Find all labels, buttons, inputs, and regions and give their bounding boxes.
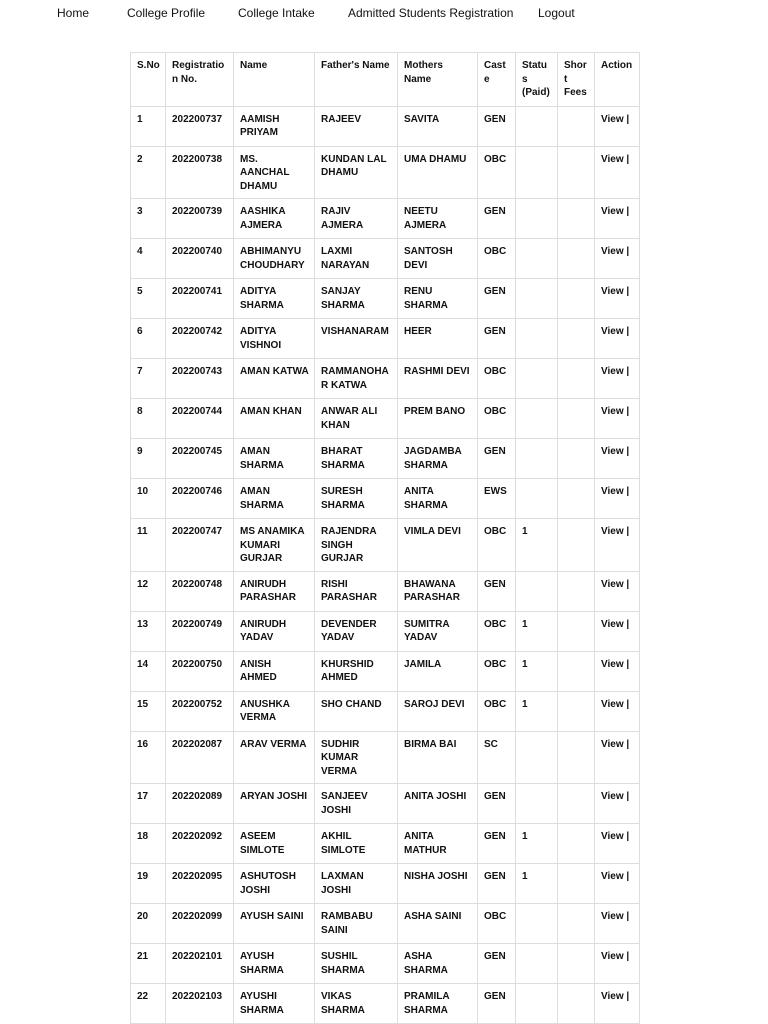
cell-status-paid <box>516 199 558 239</box>
cell-registration-no: 202200739 <box>166 199 234 239</box>
cell-action <box>595 571 640 611</box>
cell-action <box>595 984 640 1024</box>
cell-short-fees <box>558 691 595 731</box>
cell-registration-no: 202200747 <box>166 519 234 572</box>
cell-short-fees <box>558 439 595 479</box>
cell-action <box>595 479 640 519</box>
cell-fathers-name: RAMBABU SAINI <box>315 904 398 944</box>
cell-status-paid <box>516 146 558 199</box>
cell-fathers-name: RAMMANOHAR KATWA <box>315 359 398 399</box>
table-row <box>131 651 640 691</box>
cell-caste: GEN <box>478 279 516 319</box>
cell-caste: OBC <box>478 399 516 439</box>
cell-action <box>595 106 640 146</box>
students-table-container <box>130 52 639 1024</box>
cell-status-paid: 1 <box>516 864 558 904</box>
cell-fathers-name: RAJENDRA SINGH GURJAR <box>315 519 398 572</box>
cell-status-paid: 1 <box>516 611 558 651</box>
view-link[interactable]: View | <box>601 658 630 670</box>
cell-fathers-name: BHARAT SHARMA <box>315 439 398 479</box>
cell-caste: GEN <box>478 199 516 239</box>
cell-sno: 11 <box>131 519 166 572</box>
cell-name: AYUSH SAINI <box>234 904 315 944</box>
cell-mothers-name: SAROJ DEVI <box>398 691 478 731</box>
cell-status-paid <box>516 319 558 359</box>
view-link[interactable]: View | <box>601 326 630 337</box>
cell-registration-no: 202202101 <box>166 944 234 984</box>
cell-action <box>595 359 640 399</box>
cell-short-fees <box>558 571 595 611</box>
cell-status-paid <box>516 479 558 519</box>
cell-name: AMAN KATWA <box>234 359 315 399</box>
cell-caste: OBC <box>478 146 516 199</box>
cell-sno: 2 <box>131 146 166 199</box>
nav-logout-link[interactable]: Logout <box>538 6 575 20</box>
cell-status-paid <box>516 784 558 824</box>
top-navigation <box>0 0 768 28</box>
cell-action <box>595 784 640 824</box>
cell-short-fees <box>558 731 595 784</box>
cell-mothers-name: RENU SHARMA <box>398 279 478 319</box>
col-name-header: Name <box>234 53 315 107</box>
table-row <box>131 479 640 519</box>
cell-action <box>595 199 640 239</box>
cell-sno: 21 <box>131 944 166 984</box>
nav-college-profile-link[interactable]: College Profile <box>127 6 206 20</box>
cell-sno: 22 <box>131 984 166 1024</box>
cell-status-paid: 1 <box>516 824 558 864</box>
cell-caste: GEN <box>478 571 516 611</box>
cell-mothers-name: NISHA JOSHI <box>398 864 478 904</box>
cell-name: ANIRUDH YADAV <box>234 611 315 651</box>
cell-caste: OBC <box>478 359 516 399</box>
table-row <box>131 611 640 651</box>
cell-sno: 3 <box>131 199 166 239</box>
cell-name: ANIRUDH PARASHAR <box>234 571 315 611</box>
cell-fathers-name: RISHI PARASHAR <box>315 571 398 611</box>
cell-mothers-name: SAVITA <box>398 106 478 146</box>
cell-action <box>595 279 640 319</box>
cell-sno: 6 <box>131 319 166 359</box>
cell-short-fees <box>558 944 595 984</box>
cell-status-paid: 1 <box>516 691 558 731</box>
cell-action <box>595 944 640 984</box>
table-row <box>131 571 640 611</box>
cell-action <box>595 904 640 944</box>
cell-status-paid: 1 <box>516 519 558 572</box>
cell-mothers-name: PREM BANO <box>398 399 478 439</box>
cell-fathers-name: AKHIL SIMLOTE <box>315 824 398 864</box>
cell-short-fees <box>558 824 595 864</box>
view-link[interactable]: View | <box>601 286 630 297</box>
cell-sno: 4 <box>131 239 166 279</box>
col-short-fees-header: Short Fees <box>558 53 595 107</box>
cell-action <box>595 239 640 279</box>
cell-fathers-name: LAXMAN JOSHI <box>315 864 398 904</box>
col-mothers-name-header: Mothers Name <box>398 53 478 107</box>
cell-fathers-name: SANJAY SHARMA <box>315 279 398 319</box>
cell-registration-no: 202202103 <box>166 984 234 1024</box>
cell-sno: 14 <box>131 651 166 691</box>
cell-fathers-name: SANJEEV JOSHI <box>315 784 398 824</box>
cell-fathers-name: VIKAS SHARMA <box>315 984 398 1024</box>
cell-sno: 9 <box>131 439 166 479</box>
cell-caste: GEN <box>478 439 516 479</box>
table-header <box>131 53 640 107</box>
table-row <box>131 239 640 279</box>
table-row <box>131 399 640 439</box>
cell-registration-no: 202200737 <box>166 106 234 146</box>
view-link[interactable]: View | <box>601 486 630 497</box>
view-link[interactable]: View | <box>601 406 630 417</box>
cell-sno: 19 <box>131 864 166 904</box>
cell-action <box>595 319 640 359</box>
view-link[interactable]: View | <box>601 153 630 165</box>
nav-home-link[interactable]: Home <box>57 6 90 20</box>
cell-status-paid <box>516 106 558 146</box>
cell-action <box>595 146 640 199</box>
table-row <box>131 904 640 944</box>
cell-sno: 12 <box>131 571 166 611</box>
cell-mothers-name: HEER <box>398 319 478 359</box>
cell-short-fees <box>558 106 595 146</box>
cell-fathers-name: VISHANARAM <box>315 319 398 359</box>
view-link[interactable]: View | <box>601 113 630 125</box>
cell-status-paid <box>516 731 558 784</box>
cell-status-paid <box>516 439 558 479</box>
cell-mothers-name: RASHMI DEVI <box>398 359 478 399</box>
cell-caste: GEN <box>478 864 516 904</box>
cell-caste: OBC <box>478 904 516 944</box>
cell-sno: 20 <box>131 904 166 944</box>
cell-fathers-name: RAJIV AJMERA <box>315 199 398 239</box>
cell-short-fees <box>558 519 595 572</box>
view-link[interactable]: View | <box>601 791 630 802</box>
cell-action <box>595 399 640 439</box>
cell-mothers-name: ANITA JOSHI <box>398 784 478 824</box>
cell-name: ANUSHKA VERMA <box>234 691 315 731</box>
table-row <box>131 824 640 864</box>
view-link[interactable]: View | <box>601 871 630 882</box>
cell-registration-no: 202200748 <box>166 571 234 611</box>
table-row <box>131 279 640 319</box>
cell-caste: OBC <box>478 611 516 651</box>
cell-mothers-name: SUMITRA YADAV <box>398 611 478 651</box>
cell-registration-no: 202200744 <box>166 399 234 439</box>
cell-short-fees <box>558 904 595 944</box>
view-link[interactable]: View | <box>601 698 630 710</box>
table-row <box>131 106 640 146</box>
cell-action <box>595 611 640 651</box>
cell-fathers-name: SHO CHAND <box>315 691 398 731</box>
cell-name: MS ANAMIKA KUMARI GURJAR <box>234 519 315 572</box>
cell-registration-no: 202200742 <box>166 319 234 359</box>
col-status-paid-header: Status (Paid) <box>516 53 558 107</box>
cell-sno: 16 <box>131 731 166 784</box>
cell-registration-no: 202200740 <box>166 239 234 279</box>
cell-registration-no: 202200743 <box>166 359 234 399</box>
table-row <box>131 199 640 239</box>
cell-registration-no: 202202092 <box>166 824 234 864</box>
cell-short-fees <box>558 651 595 691</box>
cell-action <box>595 691 640 731</box>
cell-status-paid <box>516 904 558 944</box>
view-link[interactable]: View | <box>601 526 630 537</box>
cell-registration-no: 202202087 <box>166 731 234 784</box>
view-link[interactable]: View | <box>601 578 630 590</box>
cell-caste: GEN <box>478 106 516 146</box>
view-link[interactable]: View | <box>601 366 630 377</box>
cell-registration-no: 202200738 <box>166 146 234 199</box>
table-row <box>131 519 640 572</box>
table-row <box>131 359 640 399</box>
cell-caste: EWS <box>478 479 516 519</box>
cell-mothers-name: UMA DHAMU <box>398 146 478 199</box>
cell-name: AYUSH SHARMA <box>234 944 315 984</box>
view-link[interactable]: View | <box>601 831 630 842</box>
cell-status-paid <box>516 279 558 319</box>
cell-name: ARAV VERMA <box>234 731 315 784</box>
cell-caste: GEN <box>478 824 516 864</box>
cell-action <box>595 439 640 479</box>
cell-status-paid <box>516 984 558 1024</box>
cell-caste: OBC <box>478 651 516 691</box>
cell-registration-no: 202202095 <box>166 864 234 904</box>
cell-fathers-name: RAJEEV <box>315 106 398 146</box>
cell-mothers-name: ANITA SHARMA <box>398 479 478 519</box>
cell-sno: 10 <box>131 479 166 519</box>
cell-registration-no: 202200752 <box>166 691 234 731</box>
cell-caste: GEN <box>478 944 516 984</box>
cell-name: ANISH AHMED <box>234 651 315 691</box>
table-row <box>131 864 640 904</box>
nav-admitted-students-registration-link[interactable]: Admitted Students Registration <box>348 6 514 20</box>
cell-sno: 7 <box>131 359 166 399</box>
cell-registration-no: 202200750 <box>166 651 234 691</box>
cell-name: ADITYA VISHNOI <box>234 319 315 359</box>
cell-status-paid <box>516 944 558 984</box>
cell-short-fees <box>558 399 595 439</box>
cell-short-fees <box>558 239 595 279</box>
table-row <box>131 439 640 479</box>
view-link[interactable]: View | <box>601 911 630 922</box>
cell-mothers-name: ANITA MATHUR <box>398 824 478 864</box>
col-action-header: Action <box>595 53 640 107</box>
cell-mothers-name: NEETU AJMERA <box>398 199 478 239</box>
view-link[interactable]: View | <box>601 246 630 257</box>
cell-status-paid <box>516 571 558 611</box>
cell-short-fees <box>558 319 595 359</box>
cell-short-fees <box>558 146 595 199</box>
cell-mothers-name: JAGDAMBA SHARMA <box>398 439 478 479</box>
cell-mothers-name: JAMILA <box>398 651 478 691</box>
cell-mothers-name: SANTOSH DEVI <box>398 239 478 279</box>
cell-caste: GEN <box>478 784 516 824</box>
cell-short-fees <box>558 199 595 239</box>
cell-fathers-name: DEVENDER YADAV <box>315 611 398 651</box>
cell-caste: GEN <box>478 984 516 1024</box>
cell-short-fees <box>558 784 595 824</box>
col-registration-no-header: Registration No. <box>166 53 234 107</box>
admitted-students-table <box>130 52 640 1024</box>
cell-fathers-name: LAXMI NARAYAN <box>315 239 398 279</box>
cell-registration-no: 202202089 <box>166 784 234 824</box>
cell-name: ASHUTOSH JOSHI <box>234 864 315 904</box>
table-header-row <box>131 53 640 107</box>
cell-status-paid <box>516 399 558 439</box>
cell-caste: OBC <box>478 239 516 279</box>
cell-sno: 18 <box>131 824 166 864</box>
cell-fathers-name: SURESH SHARMA <box>315 479 398 519</box>
cell-caste: OBC <box>478 691 516 731</box>
view-link[interactable]: View | <box>601 991 630 1002</box>
cell-registration-no: 202202099 <box>166 904 234 944</box>
table-row <box>131 691 640 731</box>
cell-sno: 13 <box>131 611 166 651</box>
cell-short-fees <box>558 279 595 319</box>
cell-name: ABHIMANYU CHOUDHARY <box>234 239 315 279</box>
col-fathers-name-header: Father's Name <box>315 53 398 107</box>
cell-registration-no: 202200746 <box>166 479 234 519</box>
cell-name: AYUSHI SHARMA <box>234 984 315 1024</box>
table-row <box>131 731 640 784</box>
cell-status-paid <box>516 239 558 279</box>
cell-fathers-name: KUNDAN LAL DHAMU <box>315 146 398 199</box>
table-row <box>131 984 640 1024</box>
cell-caste: SC <box>478 731 516 784</box>
nav-college-intake-link[interactable]: College Intake <box>238 6 315 20</box>
cell-mothers-name: BIRMA BAI <box>398 731 478 784</box>
view-link[interactable]: View | <box>601 618 630 630</box>
cell-sno: 5 <box>131 279 166 319</box>
view-link[interactable]: View | <box>601 206 630 217</box>
cell-status-paid: 1 <box>516 651 558 691</box>
cell-mothers-name: ASHA SHARMA <box>398 944 478 984</box>
table-body <box>131 106 640 1024</box>
cell-short-fees <box>558 984 595 1024</box>
cell-sno: 1 <box>131 106 166 146</box>
cell-action <box>595 824 640 864</box>
cell-registration-no: 202200741 <box>166 279 234 319</box>
cell-fathers-name: SUDHIR KUMAR VERMA <box>315 731 398 784</box>
cell-fathers-name: KHURSHID AHMED <box>315 651 398 691</box>
table-row <box>131 784 640 824</box>
cell-name: AMAN KHAN <box>234 399 315 439</box>
cell-fathers-name: SUSHIL SHARMA <box>315 944 398 984</box>
cell-action <box>595 519 640 572</box>
cell-registration-no: 202200745 <box>166 439 234 479</box>
cell-caste: GEN <box>478 319 516 359</box>
cell-name: ARYAN JOSHI <box>234 784 315 824</box>
cell-mothers-name: PRAMILA SHARMA <box>398 984 478 1024</box>
cell-name: AMAN SHARMA <box>234 439 315 479</box>
cell-mothers-name: BHAWANA PARASHAR <box>398 571 478 611</box>
cell-short-fees <box>558 864 595 904</box>
view-link[interactable]: View | <box>601 951 630 962</box>
cell-name: AMAN SHARMA <box>234 479 315 519</box>
cell-short-fees <box>558 479 595 519</box>
col-caste-header: Caste <box>478 53 516 107</box>
table-row <box>131 319 640 359</box>
table-row <box>131 146 640 199</box>
cell-name: MS. AANCHAL DHAMU <box>234 146 315 199</box>
cell-sno: 8 <box>131 399 166 439</box>
cell-action <box>595 731 640 784</box>
table-row <box>131 944 640 984</box>
view-link[interactable]: View | <box>601 446 630 457</box>
cell-caste: OBC <box>478 519 516 572</box>
cell-mothers-name: VIMLA DEVI <box>398 519 478 572</box>
cell-action <box>595 864 640 904</box>
cell-name: AAMISH PRIYAM <box>234 106 315 146</box>
col-sno-header: S.No <box>131 53 166 107</box>
cell-sno: 17 <box>131 784 166 824</box>
cell-name: AASHIKA AJMERA <box>234 199 315 239</box>
cell-sno: 15 <box>131 691 166 731</box>
cell-status-paid <box>516 359 558 399</box>
cell-registration-no: 202200749 <box>166 611 234 651</box>
cell-mothers-name: ASHA SAINI <box>398 904 478 944</box>
cell-action <box>595 651 640 691</box>
cell-fathers-name: ANWAR ALI KHAN <box>315 399 398 439</box>
cell-name: ASEEM SIMLOTE <box>234 824 315 864</box>
view-link[interactable]: View | <box>601 738 630 750</box>
cell-short-fees <box>558 611 595 651</box>
cell-short-fees <box>558 359 595 399</box>
cell-name: ADITYA SHARMA <box>234 279 315 319</box>
